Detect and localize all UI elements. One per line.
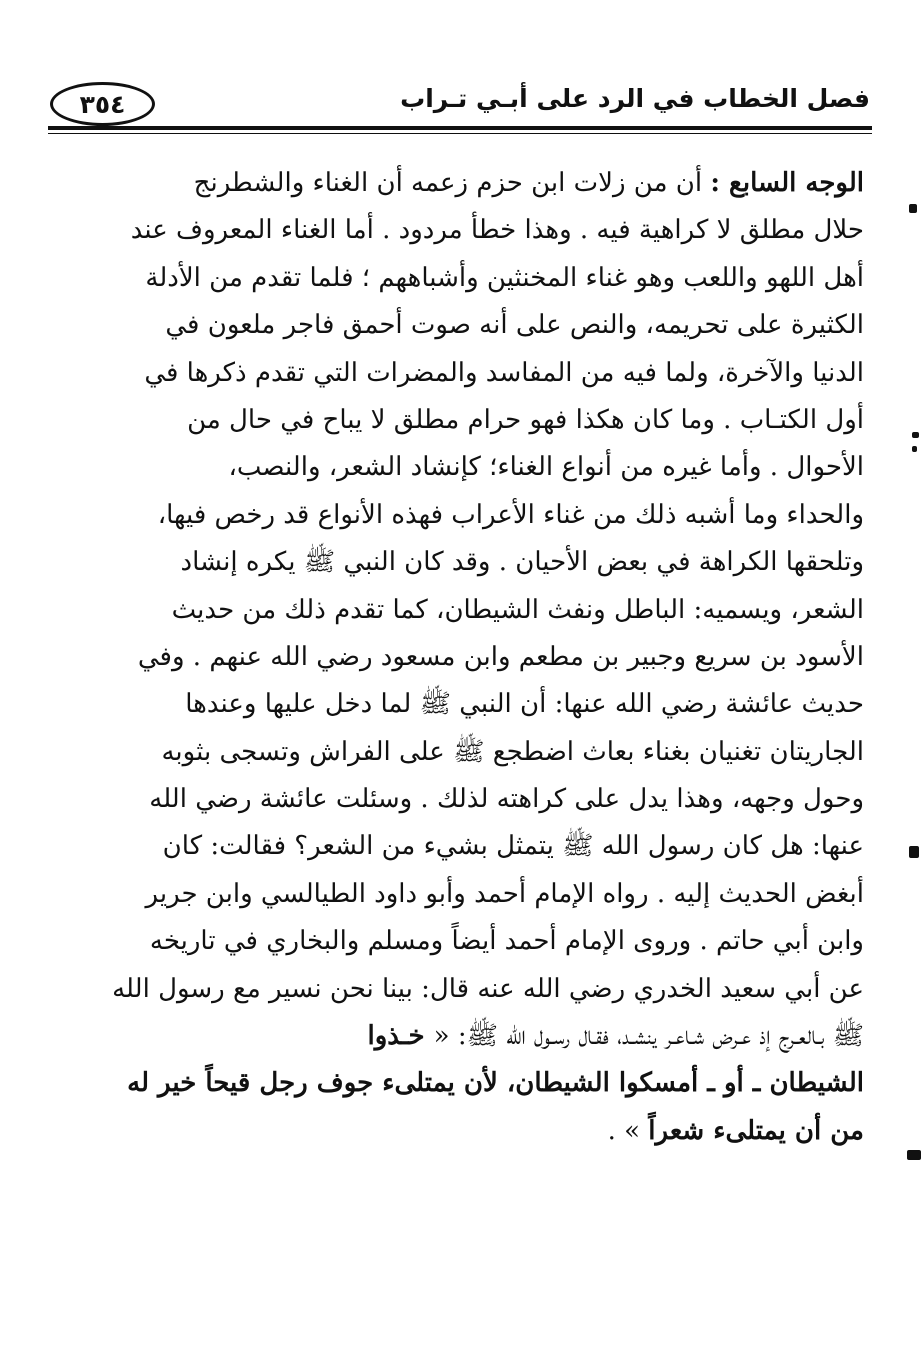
scan-speck [909, 204, 917, 213]
scan-speck [907, 1150, 921, 1160]
text-line: الأحوال . وأما غيره من أنواع الغناء؛ كإنشاد الشعر، والنصب، [228, 452, 864, 483]
text-line: الدنيا والآخرة، ولما فيه من المفاسد والمضرات التي تقدم ذكرها في [144, 357, 864, 388]
text-line: حديث عائشة رضي الله عنها: أن النبي ﷺ لما دخل عليها وعندها [185, 689, 864, 720]
text-line: عنها: هل كان رسول الله ﷺ يتمثل بشيء من الشعر؟ فقالت: كان [162, 831, 864, 862]
section-lead: الوجه السابع : [710, 168, 864, 198]
header-rule-thin [48, 133, 872, 134]
text-line: وحول وجهه، وهذا يدل على كراهته لذلك . وسئلت عائشة رضي الله [149, 784, 864, 815]
text-line: وابن أبي حاتم . وروى الإمام أحمد أيضاً ومسلم والبخاري في تاريخه [149, 926, 864, 957]
text-line: أول الكتـاب . وما كان هكذا فهو حرام مطلق لا يباح في حال من [187, 404, 864, 435]
scan-speck [912, 432, 919, 438]
hadith-quote-line: الشيطان ـ أو ـ أمسكوا الشيطان، لأن يمتلىء جوف رجل قيحاً خير له [127, 1068, 864, 1099]
text-line [52, 160, 864, 207]
scan-speck [909, 846, 919, 858]
text-line [52, 1108, 864, 1155]
line-text: أن من زلات ابن حزم زعمه أن الغناء والشطرنج [193, 168, 711, 198]
hadith-quote: خـذوا [367, 1021, 434, 1052]
text-line [52, 1013, 864, 1060]
text-line: أبغض الحديث إليه . رواه الإمام أحمد وأبو داود الطيالسي وابن جرير [145, 878, 864, 909]
text-line: أهل اللهو واللعب وهو غناء المخنثين وأشباههم ؛ فلما تقدم من الأدلة [145, 262, 864, 293]
text-line: الأسود بن سريع وجبير بن مطعم وابن مسعود رضي الله عنهم . وفي [137, 641, 864, 672]
page-number: ٣٥٤ [50, 82, 155, 126]
scan-speck [912, 446, 917, 452]
text-line: حلال مطلق لا كراهية فيه . وهذا خطأ مردود . أما الغناء المعروف عند [130, 215, 864, 246]
text-line: عن أبي سعيد الخدري رضي الله عنه قال: بينا نحن نسير مع رسول الله [112, 973, 864, 1004]
line-text: ﷺ بـالعـرج إذ عـرض شـاعـر ينشـد، فقـال رسـول الله ﷺ: « [433, 1021, 864, 1052]
running-title: فصل الخطاب في الرد على أبـي تـراب [400, 84, 870, 113]
text-line: والحداء وما أشبه ذلك من غناء الأعراب فهذه الأنواع قد رخص فيها، [157, 499, 864, 530]
line-text: » . [607, 1115, 649, 1146]
text-line: الكثيرة على تحريمه، والنص على أنه صوت أحمق فاجر ملعون في [165, 310, 864, 341]
text-line: الجاريتان تغنيان بغناء بعاث اضطجع ﷺ على الفراش وتسجى بثوبه [161, 736, 864, 767]
header-rule-thick [48, 126, 872, 130]
body-text [52, 160, 864, 1155]
text-line: الشعر، ويسميه: الباطل ونفث الشيطان، كما تقدم ذلك من حديث [171, 594, 864, 625]
text-line: وتلحقها الكراهة في بعض الأحيان . وقد كان النبي ﷺ يكره إنشاد [180, 547, 864, 578]
hadith-quote: من أن يمتلىء شعراً [648, 1115, 864, 1146]
